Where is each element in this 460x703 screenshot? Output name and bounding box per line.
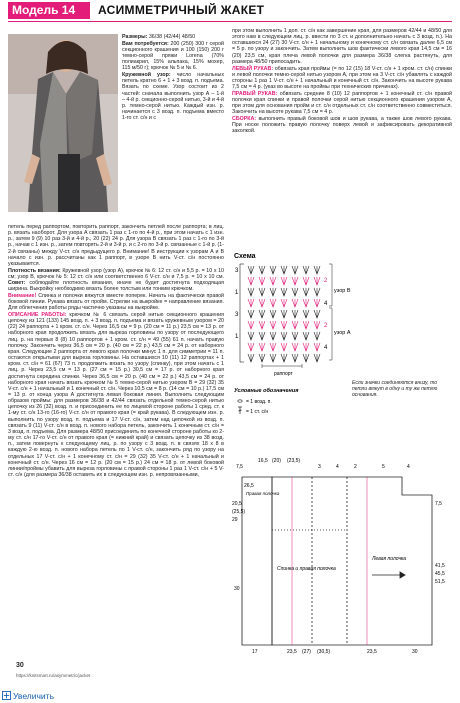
material-label: Вам потребуется: xyxy=(122,40,169,47)
measure-top-5: 2 xyxy=(354,464,357,470)
scheme-symbols xyxy=(248,266,320,362)
measure-top-4: 4 xyxy=(336,464,339,470)
stitch-symbol xyxy=(259,321,265,329)
page-header xyxy=(8,2,452,19)
stitch-symbol xyxy=(248,332,254,340)
stitch-symbol xyxy=(270,332,276,340)
scheme-row-2: 2 xyxy=(324,278,328,284)
stitch-symbol xyxy=(303,310,309,318)
stitch-symbol xyxy=(270,266,276,274)
stitch-symbol xyxy=(281,277,287,285)
measure-right-0: 41,5 xyxy=(435,563,445,569)
assembly-text: выполнить правый боковой шов и шов рукава, а также шов левого рукава. При носке положить правую полочку поверх левой и зафиксировать декоративной заколкой. xyxy=(232,115,452,135)
stitch-symbol xyxy=(314,332,320,340)
lace-text: число начальных петель кратно 6 + 1 + 3 возд. п. подъема. Вязать по схеме. Узор состоит из 2 частей: сначала выполнить узор А – 1-й – 4-й р. секционно-серой нитью, 3-й и 4-й р. темно-серой нитью. Каждый изн. р. начинается с 3 возд. п. подъема вместо 1-го ст. с/н и с xyxy=(122,72,224,122)
stitch-symbol xyxy=(259,299,265,307)
sizes-label: Размеры: xyxy=(122,34,148,40)
label-left-front: Левая полочка xyxy=(372,556,407,562)
chain-icon xyxy=(238,400,242,402)
legend-title: Условные обозначения xyxy=(234,388,299,394)
rapport-label: раппорт xyxy=(274,371,293,377)
colb-paragraph: при этом выполнить 1 доп. ст. с/н как завершение края, для размеров 42/44 и 48/50 для этого нам в следующем лиц. р. ввести по 3 ст. и дополнительно начать с 3 возд. п.). На оставшихся 24 (27) 30 V-ст. с/н + 1 начальному и конечному ст. с/н связать далее 6,5 см = 5 р. по узору и закончить. Затем выполнить шов фактически левого края 14,5 см = 16 (20) 23,5 см, края плеча левой полочки для размера 36/38 слегка растянуть, для размера 48/50 припосадить. xyxy=(232,28,452,65)
stitch-symbol xyxy=(281,343,287,351)
stitch-symbol xyxy=(303,343,309,351)
measure-left-side: 30 xyxy=(234,586,240,592)
stitch-symbol xyxy=(314,288,320,296)
left-sleeve-label: ЛЕВЫЙ РУКАВ: xyxy=(232,65,274,72)
garment-pattern xyxy=(232,455,454,660)
stitch-symbol xyxy=(303,354,309,362)
text-column-a-top xyxy=(122,34,224,223)
measure-top-75: 7,5 xyxy=(236,464,243,470)
stitch-symbol xyxy=(303,288,309,296)
stitch-symbol xyxy=(248,343,254,351)
stitch-symbol xyxy=(314,266,320,274)
measure-bottom-5: 30 xyxy=(412,649,418,655)
stitch-symbol xyxy=(303,332,309,340)
stitch-symbol xyxy=(248,299,254,307)
stitch-symbol xyxy=(314,310,320,318)
stitch-symbol xyxy=(281,321,287,329)
work-text: крючком № 6 связать серой нитью секционного крашения цепочку из 121 (133) 145 возд. п. + 3 возд. п. подъема и вязать кружевным узором = 20 (22) 24 раппорта + 1 кром. ст. с/н. Через 16,5 см = 9 р. (20 см = 11 р.) 23,5 см = 13 р. от наборного края продолжить вязать для выреза горловины по узору от последующего лиц. р. на первых 8 (8) 10 раппортов + 1 кром. ст. с/н = 49 (55) 61 п. начать правую полочку. Закончить через 36,5 см = 20 р. (40 см = 22 р.) 43,5 см = 24 р. от наборного края. Следующие 2 раппорта от левого края полочки минус 1 п. для симметрии = 11 п. остаются открытыми для выреза горловины. На оставшихся 10 (11) 12 раппортах + 1 кром. ст. с/н = 61 (67) 73 п. продолжить вязать по узору (спинку), при этом начать с 1 лиц. р. Через 23,5 см = 13 р. (27 см = 15 р.) 30,5 см = 17 р. от наборного края достигнута середина спинки. Через 36,5 см = 20 р. (40 см = 22 р.) 43,5 см = 24 р. от наборного края начать вязать крючком № 5 темно-серой нитью узором В = 29 (32) 35 V-ст. с/н + 1 начальный и 1 конечный ст. с/н. Через 10,5 см = 8 р. (14 см = 10 р.) 17,5 см = 13 р. от конца узора А достигнута левая боковая линия. Выполнить следующим образом проймы: для размеров 36/38 и 42/44 связать отдельной темно-серой нитью цепочку из 26 (32) возд. п. и присоединить ее по лицевой стороне работы 1 сред. ст. к 1-му ст. с/н 13-го (16-го) V-ст. с/н от правого края (= край рукава). В следующем изн. р. выполнить по узору возд. п. подъема и 17 V-ст. с/н, затем над цепочкой из возд. п. связать 9 (11) V-ст. с/н в возд. п. нового набора петель, закончить 1 конечным ст. с/н = 3 возд. п. подъема. Для размера 48/50 присоединить по конечной стороне работы ко 2-му ст. с/н 17-го V-ст. с/н от правого края (= нижний край) и связать цепочку из 38 возд. п., затем повернуть к следующему лиц. р. по узору с 3 возд. п. в связях 18 х 8 в каждую 2-ю возд. п. нового набора петель по 1 V-ст. с/н, закончить ряд по узору на отдельных 17 V-ст. с/н + 1 конечному ст. с/н = 29 (32) 35 V-ст. с/н + 1 начальный и конечный ст. с/н. Через 16 см = 12 р. (20 см = 15 р.) 24 см = 18 р. от левой боковой линии/проймы убавить для выреза горловины с правой стороны 1 раз 1 V-ст. с/н + 5 V-ст. с/н (для размера 36/38 оставить их в следующем изн. р. непровязанными, xyxy=(8,311,224,479)
stitch-symbol xyxy=(292,277,298,285)
measure-right-1: 45,5 xyxy=(435,571,445,577)
stitch-symbol xyxy=(292,321,298,329)
stitch-symbol xyxy=(303,277,309,285)
scheme-row-3: 3 xyxy=(235,268,239,274)
measure-top-6: 5 xyxy=(382,464,385,470)
advice-text: соблюдайте плотность вязания, иначе не будет достигнута подходящая ширина. Выкройку необходимо вязать более толстым или тонким крючком. xyxy=(8,280,224,293)
measure-bottom-2: (27) xyxy=(302,649,311,655)
stitch-symbol xyxy=(248,266,254,274)
stitch-symbol xyxy=(292,288,298,296)
pattern-b-label: узор В xyxy=(334,288,351,294)
page-number: 30 xyxy=(16,662,24,669)
scheme-row-4: 4 xyxy=(324,301,328,307)
scheme-row-4b: 4 xyxy=(324,345,328,351)
measure-left-1: 20,5 xyxy=(232,501,242,507)
pattern-a-label: узор А xyxy=(334,330,351,336)
stitch-symbol xyxy=(314,343,320,351)
stitch-symbol xyxy=(270,310,276,318)
scheme-note: Если значки соединяются внизу, то петли вяжут в одну и ту же петлю основания. xyxy=(352,380,438,398)
source-url: https://knitsmart.ru/asymmetric/jacket xyxy=(16,673,91,678)
measure-right-3: 7,5 xyxy=(435,501,442,507)
stitch-symbol xyxy=(248,277,254,285)
stitch-symbol xyxy=(314,354,320,362)
material-text: 200 (250) 300 г серой секционного крашения и 100 (150) 200 г темно-серой пряжи Lorena (70% полиакрил, 15% альпака, 15% мохер, 115 м/50 г); крючок № 5 и № 6. xyxy=(122,40,224,72)
stitch-symbol xyxy=(270,277,276,285)
stitch-symbol xyxy=(314,299,320,307)
right-sleeve-text: обвязать средние 8 (10) 12 раппортов + 1 конечный ст. с/н правой полочки края спинки и правой полочки серой нитью секционного крашения узором А, при этом для основания пройм и ст. с/н отдельных ст. с/н соответственно совместиться. Закончить на высоте рукава 7,5 см = 4 р. xyxy=(232,90,452,116)
density-text: Кружевной узор (узор А), крючок № 6: 12 ст. с/н и 5,5 р. = 10 х 10 см; узор В, крючок № 5: 12 ст. с/н или соответственно 6 V-ст. с/н и 7,5 р. = 10 х 10 см. xyxy=(8,267,224,280)
zoom-icon xyxy=(2,691,11,700)
stitch-symbol xyxy=(259,343,265,351)
measure-top-0: 16,5 xyxy=(258,458,268,464)
right-sleeve-label: ПРАВЫЙ РУКАВ: xyxy=(232,90,278,97)
stitch-symbol xyxy=(292,310,298,318)
text-column-a xyxy=(8,224,224,660)
stitch-symbol xyxy=(292,332,298,340)
stitch-symbol xyxy=(270,288,276,296)
stitch-symbol xyxy=(281,299,287,307)
stitch-symbol xyxy=(270,321,276,329)
stitch-symbol xyxy=(248,354,254,362)
stitch-symbol xyxy=(281,288,287,296)
left-sleeve-text: обвязать края проймы (= по 12 (15) 18 V-ст. с/н + 1 кром. ст. с/н) спинки и левой полочки темно-серой нитью узором А, при этом на 3 V-ст. с/н убавлять с каждой стороны 1 раз 1 V-ст. с/н + 1 начальный и конечный ст. с/н. Закончить на высоте рукава 7,5 см = 4 р. (указ во высоте на проймы при технических причинах). xyxy=(232,65,452,90)
stitch-scheme xyxy=(232,250,454,455)
stitch-symbol xyxy=(248,288,254,296)
stitch-symbol xyxy=(248,321,254,329)
scheme-row-1b: 1 xyxy=(235,334,239,340)
zoom-label[interactable]: Увеличить xyxy=(13,691,54,701)
measure-left-2: (25,5) xyxy=(232,509,246,515)
legend-st: = 1 ст. с/н xyxy=(246,409,269,415)
measure-bottom-3: (30,5) xyxy=(317,649,331,655)
measure-top-3: 3 xyxy=(318,464,321,470)
measure-bottom-4: 23,5 xyxy=(367,649,377,655)
stitch-symbol xyxy=(314,277,320,285)
stitch-symbol xyxy=(303,266,309,274)
text-column-b xyxy=(232,28,452,250)
model-title: АСИММЕТРИЧНЫЙ ЖАКЕТ xyxy=(98,3,265,17)
stitch-symbol xyxy=(281,354,287,362)
stitch-symbol xyxy=(259,354,265,362)
scheme-row-2b: 2 xyxy=(324,323,328,329)
stitch-symbol xyxy=(303,321,309,329)
lace-label: Кружевной узор: xyxy=(122,72,171,79)
stitch-symbol xyxy=(292,266,298,274)
advice-label: Совет: xyxy=(8,280,26,286)
measure-left-0: 26,5 xyxy=(244,483,254,489)
stitch-symbol xyxy=(292,299,298,307)
stitch-symbol xyxy=(259,266,265,274)
zoom-link[interactable] xyxy=(0,689,460,703)
label-right-front: Правая полочка xyxy=(246,491,280,496)
scheme-row-3b: 3 xyxy=(235,312,239,318)
stitch-symbol xyxy=(259,277,265,285)
stitch-symbol xyxy=(259,288,265,296)
model-photo xyxy=(8,34,118,212)
assembly-label: СБОРКА: xyxy=(232,115,257,122)
stitch-symbol xyxy=(292,343,298,351)
lace-cont-text: петель перед раппортом, повторить раппорт, закончить петлей после раппорта; в лиц. р. вязать наоборот. Для узора А связать 1 раз с 1-го по 4-й р., при этом начать с 1 изн. р., затем 9 (9) 10 раз 3-й и 4-й р., 20 (22) 24 р. Для узора В связать 1 раз с 1-го по 3-й р., начав с 1 изн. р., затем повторять 2-й и 3-й р. и с 2-го по 3-й р. связанные с 1-й р. (1-2-й связаны) между V-ст. с/н предыдущего р. Внимание! В инструкции к узорам А и В начало с изн. р. рассчитаны как 1 раппорт, в узоре В нить V-ст. с/н постоянно указывается. xyxy=(8,224,224,267)
scheme-title: Схема xyxy=(234,253,256,260)
stitch-symbol xyxy=(270,343,276,351)
label-back: Спинка и правая полочка xyxy=(277,566,336,572)
stitch-symbol xyxy=(303,299,309,307)
stitch-symbol xyxy=(270,354,276,362)
dc-stitch-icon xyxy=(238,407,242,414)
measure-left-3: 29 xyxy=(232,517,238,523)
warning-text: Спинка и полочки вяжутся вместе поперек. Начать на фактически правой боковой линии. Рукава вязать от пройм. Стрелки на выкройке = направление вязания. Для облегчения работы ряды частично указаны на выкройке. xyxy=(8,292,224,312)
stitch-symbol xyxy=(281,310,287,318)
stitch-symbol xyxy=(270,299,276,307)
direction-arrow xyxy=(372,572,405,578)
work-label: ОПИСАНИЕ РАБОТЫ: xyxy=(8,311,67,318)
measure-right-2: 51,5 xyxy=(435,579,445,585)
stitch-symbol xyxy=(248,310,254,318)
stitch-symbol xyxy=(281,332,287,340)
measure-top-7: 4 xyxy=(407,464,410,470)
stitch-symbol xyxy=(314,321,320,329)
sizes-value: 36/38 (42/44) 48/50 xyxy=(148,34,196,40)
stitch-symbol xyxy=(259,332,265,340)
measure-bottom-1: 23,5 xyxy=(287,649,297,655)
stitch-symbol xyxy=(292,354,298,362)
measure-top-2: (23,5) xyxy=(287,458,301,464)
stitch-symbol xyxy=(259,310,265,318)
warning-label: Внимание! xyxy=(8,292,37,299)
model-number: Модель 14 xyxy=(12,3,76,17)
measure-top-1: (20) xyxy=(272,458,281,464)
measure-bottom-0: 17 xyxy=(252,649,258,655)
stitch-symbol xyxy=(281,266,287,274)
legend-chain: = 1 возд. п. xyxy=(246,399,272,405)
density-label: Плотность вязания: xyxy=(8,267,61,274)
scheme-row-1: 1 xyxy=(235,290,239,296)
header-rule xyxy=(8,21,452,22)
